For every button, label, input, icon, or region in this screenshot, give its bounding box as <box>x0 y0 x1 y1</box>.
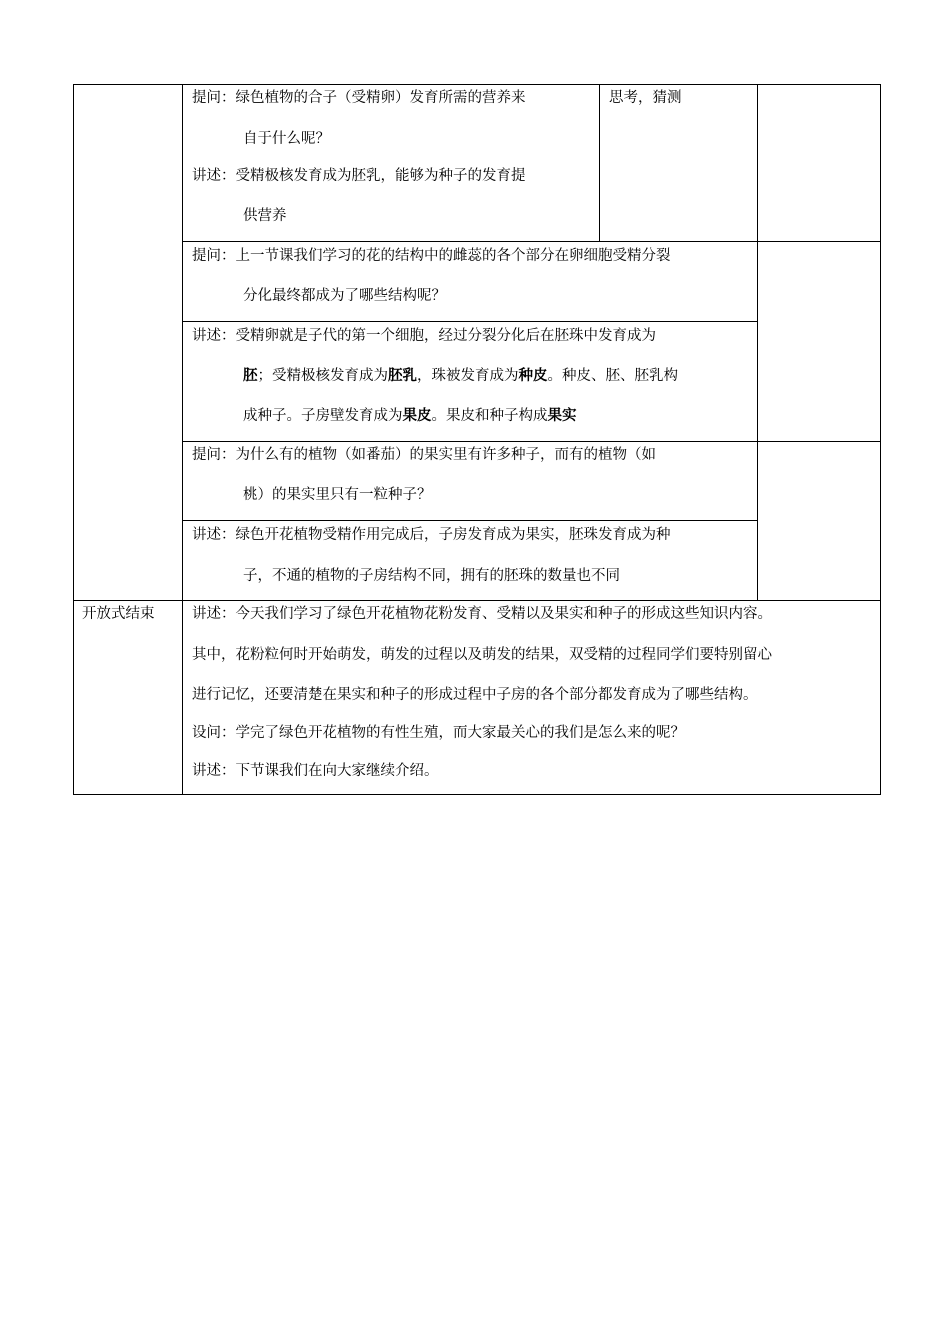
question-text: 提问：为什么有的植物（如番茄）的果实里有许多种子，而有的植物（如 <box>192 447 656 463</box>
statement-text: 讲述：绿色开花植物受精作用完成后，子房发育成为果实，胚珠发育成为种 <box>192 527 671 543</box>
column-divider <box>757 84 758 600</box>
statement-text: 讲述：受精卵就是子代的第一个细胞，经过分裂分化后在胚珠中发育成为 <box>192 328 656 344</box>
question-text: 分化最终都成为了哪些结构呢？ <box>243 288 446 304</box>
term-embryo: 胚 <box>243 367 258 384</box>
student-activity-text: 思考，猜测 <box>609 90 682 106</box>
term-endosperm: 胚乳 <box>388 367 417 384</box>
closing-text: 讲述：今天我们学习了绿色开花植物花粉发育、受精以及果实和种子的形成这些知识内容。 <box>192 606 772 622</box>
question-text: 提问：上一节课我们学习的花的结构中的雌蕊的各个部分在卵细胞受精分裂 <box>192 248 671 264</box>
closing-text: 进行记忆，还要清楚在果实和种子的形成过程中子房的各个部分都发育成为了哪些结构。 <box>192 687 758 703</box>
closing-text: 讲述：下节课我们在向大家继续介绍。 <box>192 763 439 779</box>
term-fruit: 果实 <box>547 407 577 424</box>
row-divider <box>182 321 758 322</box>
term-seed-coat: 种皮 <box>518 367 548 384</box>
statement-text: 供营养 <box>243 208 287 224</box>
row-divider <box>73 600 881 601</box>
table-border-top <box>73 84 881 85</box>
row-divider <box>182 520 758 521</box>
closing-question: 设问：学完了绿色开花植物的有性生殖，而大家最关心的我们是怎么来的呢？ <box>192 725 685 741</box>
closing-text: 其中，花粉粒何时开始萌发，萌发的过程以及萌发的结果，双受精的过程同学们要特别留心 <box>192 647 772 663</box>
statement-text: 子，不通的植物的子房结构不同，拥有的胚珠的数量也不同 <box>243 568 620 584</box>
table-border-right <box>880 84 881 795</box>
row-divider <box>182 241 881 242</box>
column-divider <box>599 84 600 241</box>
question-text: 桃）的果实里只有一粒种子？ <box>243 487 432 503</box>
question-text: 自于什么呢？ <box>243 131 330 147</box>
row-divider <box>182 441 881 442</box>
table-border-bottom <box>73 794 881 795</box>
column-divider <box>182 84 183 795</box>
table-border-left <box>73 84 74 795</box>
statement-text: 胚；受精极核发育成为胚乳，珠被发育成为种皮。种皮、胚、胚乳构 <box>243 367 678 384</box>
question-text: 提问：绿色植物的合子（受精卵）发育所需的营养来 <box>192 90 526 106</box>
statement-text: 成种子。子房壁发育成为果皮。果皮和种子构成果实 <box>243 407 577 424</box>
term-pericarp: 果皮 <box>402 407 432 424</box>
section-label: 开放式结束 <box>82 606 155 622</box>
lesson-table <box>73 84 881 795</box>
statement-text: 讲述：受精极核发育成为胚乳，能够为种子的发育提 <box>192 168 526 184</box>
